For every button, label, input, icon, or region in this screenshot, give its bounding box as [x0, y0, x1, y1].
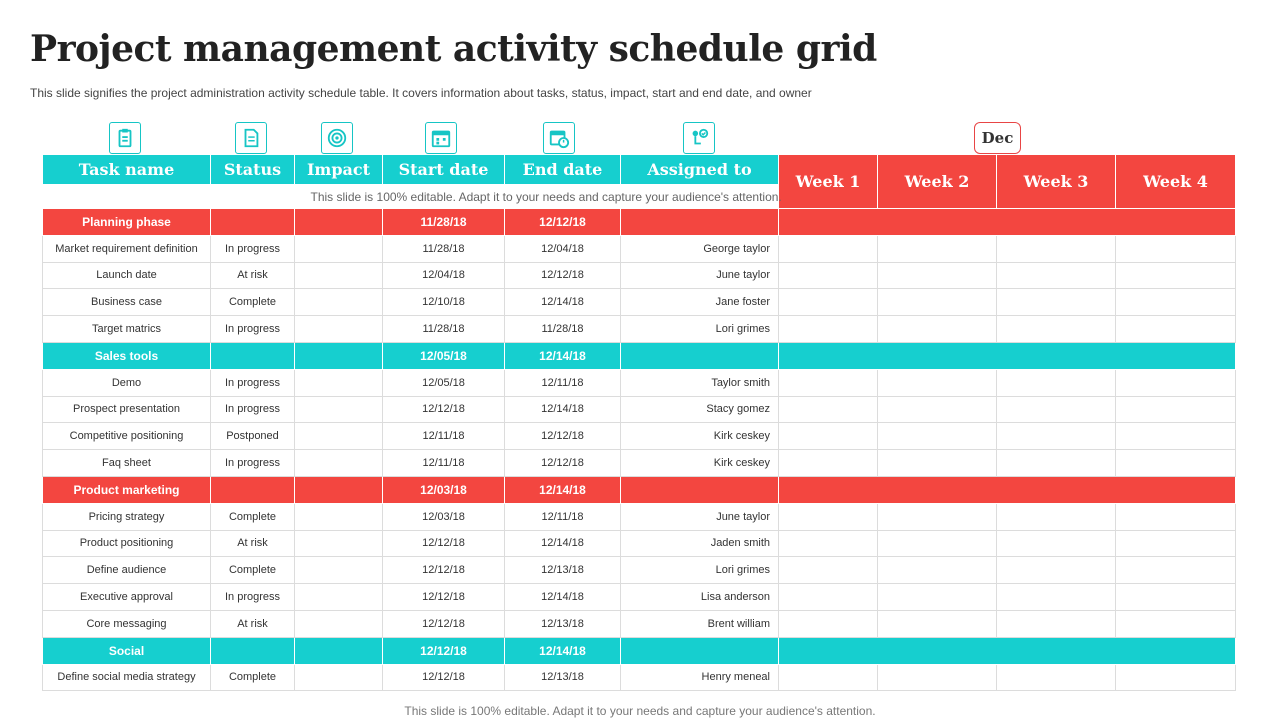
phase-end-date: 12/12/18 [505, 209, 621, 236]
impact-cell [295, 316, 383, 343]
phase-end-date: 12/14/18 [505, 476, 621, 503]
impact-cell [295, 503, 383, 530]
week-3-cell [997, 584, 1116, 611]
table-row [43, 235, 1236, 262]
week-3-cell [997, 503, 1116, 530]
assigned-to-cell: George taylor [621, 235, 779, 262]
start-date-cell: 12/12/18 [383, 664, 505, 691]
table-row [43, 262, 1236, 289]
week-2-cell [878, 557, 997, 584]
week-4-cell [1116, 610, 1236, 637]
phase-assigned [621, 342, 779, 369]
end-date-cell: 12/14/18 [505, 396, 621, 423]
week-1-cell [779, 664, 878, 691]
impact-cell [295, 530, 383, 557]
start-date-cell: 12/04/18 [383, 262, 505, 289]
status-cell: In progress [211, 316, 295, 343]
impact-cell [295, 396, 383, 423]
table-row [43, 610, 1236, 637]
header-assigned-to: Assigned to [621, 155, 779, 185]
week-3-cell [997, 664, 1116, 691]
phase-end-date: 12/14/18 [505, 637, 621, 664]
schedule-grid [42, 154, 1235, 691]
task-name-cell: Define social media strategy [43, 664, 211, 691]
week-1-cell [779, 235, 878, 262]
impact-cell [295, 369, 383, 396]
phase-assigned [621, 476, 779, 503]
assigned-to-cell: Stacy gomez [621, 396, 779, 423]
week-1-cell [779, 289, 878, 316]
clipboard-icon [109, 122, 141, 154]
task-name-cell: Faq sheet [43, 450, 211, 477]
task-name-cell: Pricing strategy [43, 503, 211, 530]
week-1-cell [779, 316, 878, 343]
end-date-cell: 12/14/18 [505, 584, 621, 611]
page-title: Project management activity schedule grid [30, 28, 877, 70]
calendar-icon [425, 122, 457, 154]
week-3-cell [997, 610, 1116, 637]
table-row [43, 530, 1236, 557]
week-2-cell [878, 450, 997, 477]
week-4-cell [1116, 530, 1236, 557]
table-row [43, 664, 1236, 691]
task-name-cell: Product positioning [43, 530, 211, 557]
header-impact: Impact [295, 155, 383, 185]
week-3-cell [997, 316, 1116, 343]
week-4-cell [1116, 262, 1236, 289]
calendar-clock-icon [543, 122, 575, 154]
impact-cell [295, 289, 383, 316]
impact-cell [295, 450, 383, 477]
phase-name: Sales tools [43, 342, 211, 369]
end-date-cell: 12/12/18 [505, 423, 621, 450]
week-3-cell [997, 557, 1116, 584]
week-3-cell [997, 369, 1116, 396]
impact-cell [295, 557, 383, 584]
assigned-to-cell: June taylor [621, 262, 779, 289]
week-1-cell [779, 450, 878, 477]
start-date-cell: 12/11/18 [383, 450, 505, 477]
week-4-cell [1116, 369, 1236, 396]
phase-weeks-bar [779, 637, 1236, 664]
week-3-cell [997, 396, 1116, 423]
task-name-cell: Business case [43, 289, 211, 316]
week-2-cell [878, 423, 997, 450]
phase-weeks-bar [779, 476, 1236, 503]
assigned-to-cell: Lori grimes [621, 316, 779, 343]
task-name-cell: Executive approval [43, 584, 211, 611]
week-1-cell [779, 557, 878, 584]
table-row [43, 396, 1236, 423]
week-2-cell [878, 262, 997, 289]
end-date-cell: 12/13/18 [505, 664, 621, 691]
end-date-cell: 12/12/18 [505, 450, 621, 477]
header-week-2: Week 2 [878, 155, 997, 209]
phase-impact [295, 342, 383, 369]
week-1-cell [779, 369, 878, 396]
phase-impact [295, 476, 383, 503]
phase-status [211, 637, 295, 664]
impact-cell [295, 235, 383, 262]
week-4-cell [1116, 450, 1236, 477]
week-4-cell [1116, 289, 1236, 316]
end-date-cell: 12/13/18 [505, 610, 621, 637]
task-name-cell: Demo [43, 369, 211, 396]
assigned-to-cell: Kirk ceskey [621, 423, 779, 450]
week-4-cell [1116, 503, 1236, 530]
status-cell: In progress [211, 450, 295, 477]
grid-body [43, 209, 1236, 691]
week-4-cell [1116, 584, 1236, 611]
phase-status [211, 209, 295, 236]
start-date-cell: 12/12/18 [383, 557, 505, 584]
phase-start-date: 12/12/18 [383, 637, 505, 664]
assigned-to-cell: Brent william [621, 610, 779, 637]
end-date-cell: 12/14/18 [505, 530, 621, 557]
month-label: Dec [974, 122, 1021, 154]
phase-status [211, 476, 295, 503]
phase-weeks-bar [779, 342, 1236, 369]
assigned-to-cell: Lisa anderson [621, 584, 779, 611]
week-1-cell [779, 584, 878, 611]
header-week-4: Week 4 [1116, 155, 1236, 209]
start-date-cell: 11/28/18 [383, 316, 505, 343]
week-2-cell [878, 664, 997, 691]
header-week-1: Week 1 [779, 155, 878, 209]
task-name-cell: Target matrics [43, 316, 211, 343]
phase-impact [295, 637, 383, 664]
week-2-cell [878, 503, 997, 530]
task-name-cell: Competitive positioning [43, 423, 211, 450]
phase-row [43, 476, 1236, 503]
status-cell: In progress [211, 396, 295, 423]
status-cell: In progress [211, 584, 295, 611]
assigned-to-cell: Lori grimes [621, 557, 779, 584]
task-name-cell: Launch date [43, 262, 211, 289]
assigned-to-cell: Jane foster [621, 289, 779, 316]
status-cell: Complete [211, 557, 295, 584]
table-row [43, 423, 1236, 450]
phase-row [43, 209, 1236, 236]
header-status: Status [211, 155, 295, 185]
editable-note: This slide is 100% editable. Adapt it to your needs and capture your audience's attention. [310, 189, 782, 204]
week-4-cell [1116, 423, 1236, 450]
status-cell: Complete [211, 664, 295, 691]
week-1-cell [779, 610, 878, 637]
week-2-cell [878, 610, 997, 637]
impact-cell [295, 584, 383, 611]
phase-impact [295, 209, 383, 236]
week-4-cell [1116, 664, 1236, 691]
phase-name: Product marketing [43, 476, 211, 503]
target-icon [321, 122, 353, 154]
phase-weeks-bar [779, 209, 1236, 236]
start-date-cell: 12/12/18 [383, 584, 505, 611]
phase-end-date: 12/14/18 [505, 342, 621, 369]
table-row [43, 316, 1236, 343]
week-3-cell [997, 530, 1116, 557]
phase-name: Social [43, 637, 211, 664]
end-date-cell: 11/28/18 [505, 316, 621, 343]
task-name-cell: Prospect presentation [43, 396, 211, 423]
header-start-date: Start date [383, 155, 505, 185]
assigned-to-cell: June taylor [621, 503, 779, 530]
week-4-cell [1116, 235, 1236, 262]
footer-note: This slide is 100% editable. Adapt it to your needs and capture your audience's attention. [404, 704, 876, 718]
start-date-cell: 12/11/18 [383, 423, 505, 450]
document-icon [235, 122, 267, 154]
phase-start-date: 12/05/18 [383, 342, 505, 369]
phase-row [43, 342, 1236, 369]
week-2-cell [878, 316, 997, 343]
task-name-cell: Define audience [43, 557, 211, 584]
header-end-date: End date [505, 155, 621, 185]
impact-cell [295, 664, 383, 691]
end-date-cell: 12/11/18 [505, 503, 621, 530]
task-name-cell: Core messaging [43, 610, 211, 637]
table-row [43, 557, 1236, 584]
end-date-cell: 12/11/18 [505, 369, 621, 396]
week-3-cell [997, 289, 1116, 316]
phase-status [211, 342, 295, 369]
start-date-cell: 12/12/18 [383, 610, 505, 637]
phase-name: Planning phase [43, 209, 211, 236]
status-cell: In progress [211, 235, 295, 262]
start-date-cell: 12/12/18 [383, 530, 505, 557]
start-date-cell: 12/12/18 [383, 396, 505, 423]
week-2-cell [878, 235, 997, 262]
week-3-cell [997, 262, 1116, 289]
table-row [43, 369, 1236, 396]
assigned-to-cell: Henry meneal [621, 664, 779, 691]
assigned-to-cell: Taylor smith [621, 369, 779, 396]
phase-start-date: 12/03/18 [383, 476, 505, 503]
week-3-cell [997, 423, 1116, 450]
assigned-to-cell: Jaden smith [621, 530, 779, 557]
week-4-cell [1116, 316, 1236, 343]
week-1-cell [779, 262, 878, 289]
week-4-cell [1116, 396, 1236, 423]
status-cell: In progress [211, 369, 295, 396]
user-check-icon [683, 122, 715, 154]
table-row [43, 503, 1236, 530]
week-1-cell [779, 503, 878, 530]
status-cell: At risk [211, 530, 295, 557]
status-cell: Postponed [211, 423, 295, 450]
week-1-cell [779, 530, 878, 557]
header-week-3: Week 3 [997, 155, 1116, 209]
phase-assigned [621, 209, 779, 236]
status-cell: At risk [211, 262, 295, 289]
week-2-cell [878, 396, 997, 423]
impact-cell [295, 423, 383, 450]
week-2-cell [878, 584, 997, 611]
table-row [43, 289, 1236, 316]
assigned-to-cell: Kirk ceskey [621, 450, 779, 477]
table-row [43, 450, 1236, 477]
start-date-cell: 12/03/18 [383, 503, 505, 530]
week-2-cell [878, 289, 997, 316]
status-cell: Complete [211, 503, 295, 530]
page-subtitle: This slide signifies the project administration activity schedule table. It covers information about tasks, status, impact, start and end date, and owner [30, 86, 812, 100]
status-cell: Complete [211, 289, 295, 316]
header-task-name: Task name [43, 155, 211, 185]
task-name-cell: Market requirement definition [43, 235, 211, 262]
week-3-cell [997, 450, 1116, 477]
week-4-cell [1116, 557, 1236, 584]
end-date-cell: 12/12/18 [505, 262, 621, 289]
phase-assigned [621, 637, 779, 664]
start-date-cell: 11/28/18 [383, 235, 505, 262]
start-date-cell: 12/05/18 [383, 369, 505, 396]
week-3-cell [997, 235, 1116, 262]
phase-row [43, 637, 1236, 664]
status-cell: At risk [211, 610, 295, 637]
week-2-cell [878, 530, 997, 557]
impact-cell [295, 262, 383, 289]
end-date-cell: 12/14/18 [505, 289, 621, 316]
start-date-cell: 12/10/18 [383, 289, 505, 316]
end-date-cell: 12/04/18 [505, 235, 621, 262]
phase-start-date: 11/28/18 [383, 209, 505, 236]
week-1-cell [779, 423, 878, 450]
week-2-cell [878, 369, 997, 396]
table-row [43, 584, 1236, 611]
week-1-cell [779, 396, 878, 423]
end-date-cell: 12/13/18 [505, 557, 621, 584]
impact-cell [295, 610, 383, 637]
